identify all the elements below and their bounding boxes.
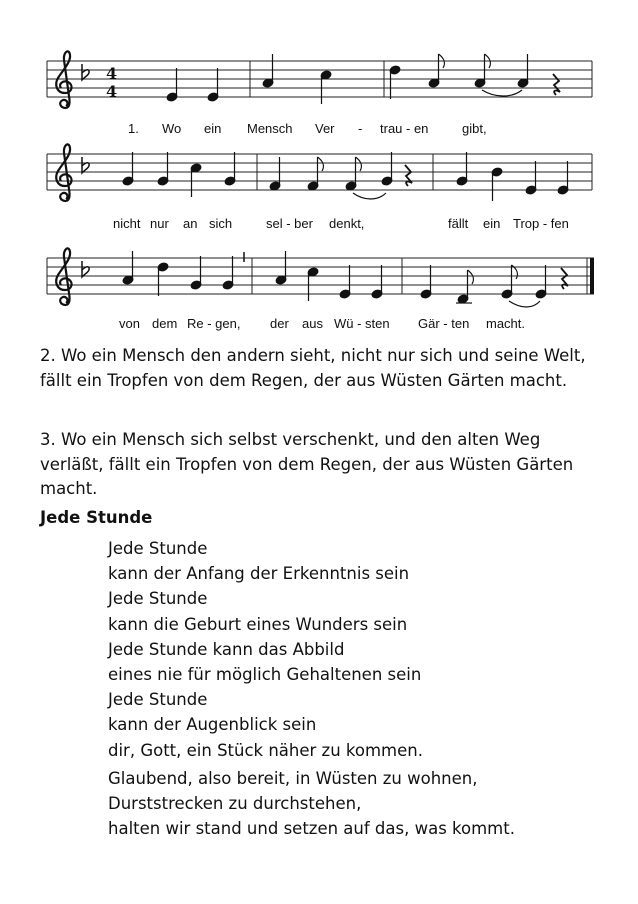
lyric-syllable: Wü - sten xyxy=(334,316,390,331)
lyric-syllable: Mensch xyxy=(247,121,293,136)
lyric-syllable: der xyxy=(270,316,289,331)
section-title: Jede Stunde xyxy=(40,508,153,527)
closing-line: Glaubend, also bereit, in Wüsten zu wohnen, xyxy=(108,769,478,788)
poem-line: eines nie für möglich Gehaltenen sein xyxy=(108,665,422,685)
poem-line: Jede Stunde xyxy=(108,589,208,609)
treble-clef-icon xyxy=(56,248,71,305)
poem-line: kann der Augenblick sein xyxy=(108,715,317,735)
music-staff-system-3 xyxy=(0,235,638,338)
poem-line: Jede Stunde xyxy=(108,539,208,558)
closing-line: halten wir stand und setzen auf das, was kommt. xyxy=(108,819,515,839)
poem-line: kann der Anfang der Erkenntnis sein xyxy=(108,564,410,584)
lyric-syllable: 1. xyxy=(128,121,139,136)
lyric-syllable: von xyxy=(119,316,140,331)
music-staff-system-2 xyxy=(0,140,638,240)
lyric-syllable: denkt, xyxy=(329,216,365,231)
lyric-syllable: trau - en xyxy=(380,121,429,136)
treble-clef-icon xyxy=(56,51,71,108)
poem-line: Jede Stunde kann das Abbild xyxy=(108,639,345,659)
verse-2: 2. Wo ein Mensch den andern sieht, nicht nur sich und seine Welt, fällt ein Tropfen von dem Regen, der aus Wüsten Gärten macht. xyxy=(40,346,586,390)
lyric-syllable: Gär - ten xyxy=(418,316,470,331)
lyric-syllable: Trop - fen xyxy=(513,216,569,231)
time-signature-upper: 4 xyxy=(106,64,118,83)
lyric-syllable: Wo xyxy=(162,121,182,136)
lyric-syllable: nur xyxy=(150,216,169,231)
closing-line: Durststrecken zu durchstehen, xyxy=(108,794,362,814)
lyric-syllable: gibt, xyxy=(462,121,487,136)
lyric-syllable: an xyxy=(183,216,198,231)
music-staff-system-1 xyxy=(0,40,638,148)
lyric-syllable: Re - gen, xyxy=(187,316,241,331)
lyric-syllable: aus xyxy=(302,316,323,331)
notes-system-2 xyxy=(122,152,569,201)
lyric-syllable: sel - ber xyxy=(266,216,313,231)
lyric-syllable: sich xyxy=(209,216,233,231)
lyric-syllable: dem xyxy=(152,316,178,331)
poem-line: Jede Stunde xyxy=(108,690,208,710)
lyric-syllable: ein xyxy=(204,121,222,136)
notes-system-3 xyxy=(122,251,568,307)
lyric-syllable: macht. xyxy=(486,316,526,331)
poem-line: dir, Gott, ein Stück näher zu kommen. xyxy=(108,740,423,760)
lyric-syllable: fällt xyxy=(448,216,469,231)
closing-stanza xyxy=(108,766,618,842)
poem-line: kann die Geburt eines Wunders sein xyxy=(108,614,408,634)
flat-icon xyxy=(82,261,89,277)
poem-jede-stunde xyxy=(108,536,618,763)
verse-3: 3. Wo ein Mensch sich selbst verschenkt, und den alten Weg verläßt, fällt ein Tropfen von dem Regen, der aus Wüsten Gärten macht. xyxy=(40,430,574,498)
treble-clef-icon xyxy=(56,144,71,201)
lyric-syllable: Ver xyxy=(315,121,335,136)
flat-icon xyxy=(82,64,89,80)
flat-icon xyxy=(82,157,89,173)
time-signature-lower: 4 xyxy=(106,82,118,101)
lyric-syllable: nicht xyxy=(113,216,141,231)
lyric-syllable: ein xyxy=(483,216,501,231)
lyric-syllable: - xyxy=(358,121,363,136)
